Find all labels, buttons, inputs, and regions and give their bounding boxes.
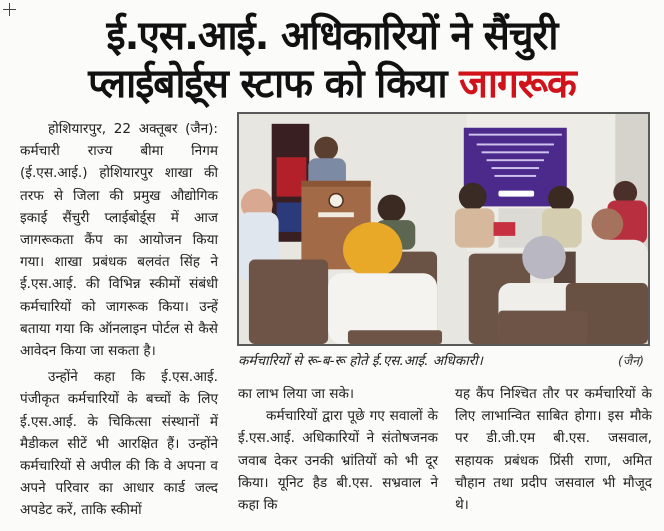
headline-line-2: [10, 60, 654, 108]
caption-text: कर्मचारियों से रू-ब-रू होते ई.एस.आई. अधिकारी।: [238, 353, 483, 369]
column-2-paragraph-1: का लाभ लिया जा सके।: [238, 386, 355, 402]
photo-scene-image: [239, 114, 648, 344]
column-3-paragraph-1: यह कैंप निश्चित तौर पर कर्मचारियों के लिए लाभान्वित साबित होगा। इस मौके पर डी.जी.एम बी.एस. जसवाल, सहायक प्रबंधक प्रिंसी राणा, अमित चौहान तथा प्रदीप जसवाल भी मौजूद थे।: [455, 386, 652, 514]
news-photo: [237, 112, 650, 346]
column-1-paragraph-2: उन्होंने कहा कि ई.एस.आई. पंजीकृत कर्मचारियों के बच्चों के लिए ई.एस.आई. के चिकित्सा संस्थानों में मैडीकल सीटें भी आरक्षित हैं। उन्होंने कर्मचारियों से अपील की कि वे अपना व अपने परिवार का आधार कार्ड जल्द अपडेट करें, ताकि स्कीमों: [20, 369, 218, 519]
column-1-paragraph-1: होशियारपुर, 22 अक्तूबर (जैन): कर्मचारी राज्य बीमा निगम (ई.एस.आई.) होशियारपुर शाखा की तरफ से जिला की प्रमुख औद्योगिक इकाई सैंचुरी प्लाईबोई्स में आज जागरूकता कैंप का आयोजन किया गया। शाखा प्रबंधक बलवंत सिंह ने ई.एस.आई. की विभिन्न स्कीमों संबंधी कर्मचारियों को जागरूक किया। उन्हें बताया गया कि ऑनलाइन पोर्टल से कैसे आवेदन किया जा सकता है।: [20, 121, 218, 360]
article-column-1: [20, 118, 218, 522]
column-2-paragraph-2: कर्मचारियों द्वारा पूछे गए सवालों के ई.एस.आई. अधिकारियों ने संतोषजनक जवाब देकर उनकी भ्रांतियों को भी दूर किया। यूनिट हैड बी.एस. सभ्रवाल ने कहा कि: [238, 408, 438, 514]
photo-credit: (जैन): [618, 352, 644, 368]
photo-caption: [238, 349, 650, 371]
article-column-2: [238, 383, 438, 516]
headline-line-2-text: प्लाईबोई्स स्टाफ को किया: [88, 61, 460, 107]
headline-line-1: ई.एस.आई. अधिकारियों ने सैंचुरी: [106, 13, 558, 59]
article-column-3: [455, 383, 652, 516]
headline-accent-word: जागरूक: [459, 61, 576, 107]
headline: [0, 12, 664, 108]
